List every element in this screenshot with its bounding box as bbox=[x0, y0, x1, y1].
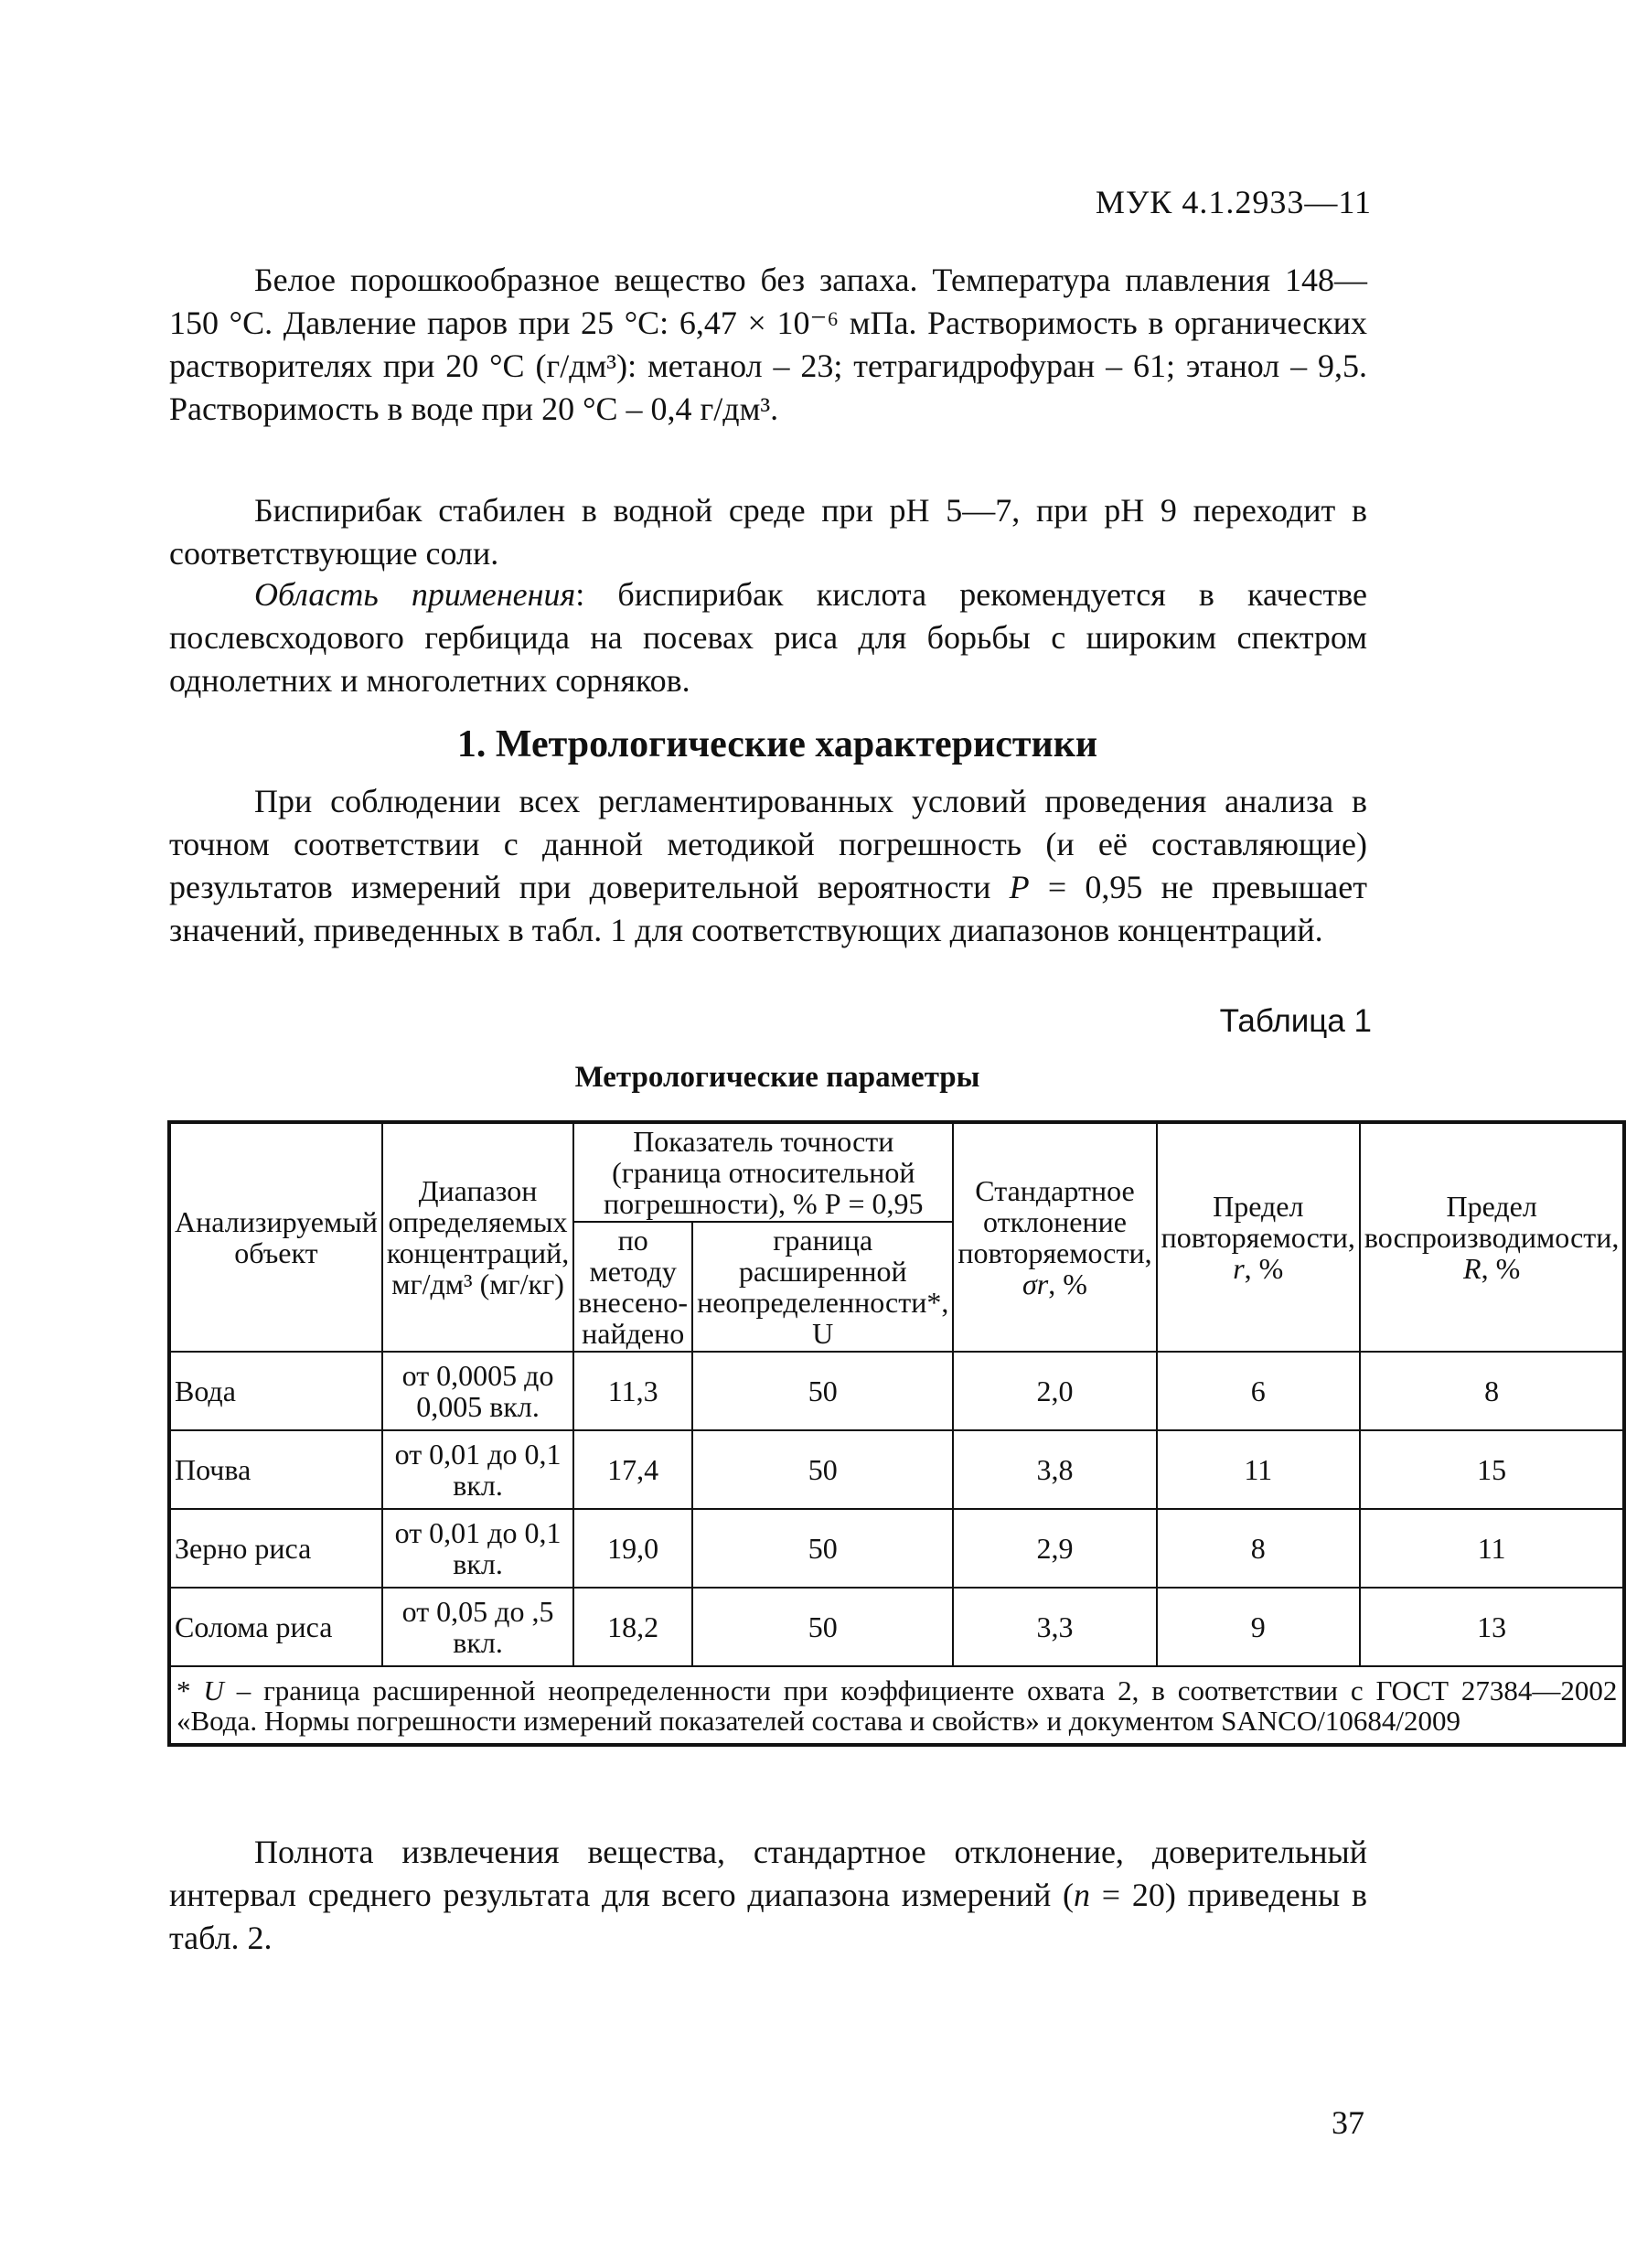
paragraph-recovery bbox=[169, 1831, 1367, 1960]
cell-method: 17,4 bbox=[573, 1430, 692, 1509]
table-footnote: * U – граница расширенной неопределенности при коэффициенте охвата 2, в соответствии с ГОСТ 27384—2002 «Вода. Нормы погрешности измерений показателей состава и свойств» и документом SANCO/10684/2009 bbox=[169, 1666, 1624, 1745]
cell-uncertainty: 50 bbox=[692, 1509, 953, 1588]
table-row bbox=[169, 1509, 1624, 1588]
header-method: по методу внесено-найдено bbox=[573, 1222, 692, 1352]
paragraph-text bbox=[169, 780, 1367, 952]
header-uncertainty: граница расширенной неопределенности*, U bbox=[692, 1222, 953, 1352]
cell-uncertainty: 50 bbox=[692, 1588, 953, 1666]
header-reproducibility: Предел воспроизводимости, R, % bbox=[1360, 1122, 1625, 1352]
cell-object: Вода bbox=[169, 1352, 382, 1430]
header-repeatability: Предел повторяемости, r, % bbox=[1157, 1122, 1360, 1352]
header-accuracy: Показатель точности (граница относительной погрешности), % Р = 0,95 bbox=[573, 1122, 953, 1222]
table-row bbox=[169, 1430, 1624, 1509]
paragraph-text bbox=[169, 1831, 1367, 1960]
table-caption: Метрологические параметры bbox=[574, 1061, 980, 1094]
cell-std: 2,0 bbox=[953, 1352, 1156, 1430]
cell-uncertainty: 50 bbox=[692, 1352, 953, 1430]
cell-range: от 0,0005 до 0,005 вкл. bbox=[382, 1352, 573, 1430]
metrology-table bbox=[167, 1120, 1626, 1747]
cell-object: Солома риса bbox=[169, 1588, 382, 1666]
paragraph-text: Белое порошкообразное вещество без запаха. Температура плавления 148—150 °С. Давление паров при 25 °С: 6,47 × 10⁻⁶ мПа. Растворимость в органических растворителях при 20 °С (г/дм³): метанол – 23; тетрагидрофуран – 61; этанол – 9,5. Растворимость в воде при 20 °С – 0,4 г/дм³. bbox=[169, 262, 1367, 427]
paragraph-part: = 0,95 не превышает значений, приведенных в табл. 1 для соответствующих диапазонов концентраций. bbox=[169, 869, 1368, 948]
variable-n: n bbox=[1074, 1877, 1091, 1913]
cell-r: 9 bbox=[1157, 1588, 1360, 1666]
table-row bbox=[169, 1352, 1624, 1430]
table-footnote-row bbox=[169, 1666, 1624, 1745]
cell-R: 15 bbox=[1360, 1430, 1625, 1509]
cell-r: 6 bbox=[1157, 1352, 1360, 1430]
paragraph-text: Биспирибак стабилен в водной среде при рН 5—7, при рН 9 переходит в соответствующие соли. bbox=[169, 492, 1367, 572]
paragraph-part: Полнота извлечения вещества, стандартное отклонение, доверительный интервал среднего результата для всего диапазона измерений ( bbox=[169, 1834, 1367, 1913]
cell-range: от 0,05 до ,5 вкл. bbox=[382, 1588, 573, 1666]
paragraph-text bbox=[169, 573, 1367, 702]
header-object: Анализируемый объект bbox=[169, 1122, 382, 1352]
cell-R: 8 bbox=[1360, 1352, 1625, 1430]
cell-object: Зерно риса bbox=[169, 1509, 382, 1588]
cell-method: 19,0 bbox=[573, 1509, 692, 1588]
cell-r: 11 bbox=[1157, 1430, 1360, 1509]
paragraph-part: = 20) приведены в табл. 2. bbox=[169, 1877, 1367, 1956]
cell-range: от 0,01 до 0,1 вкл. bbox=[382, 1430, 573, 1509]
paragraph-metrology bbox=[169, 780, 1367, 952]
header-std-dev: Стандартное отклонение повторяемости, σr, % bbox=[953, 1122, 1156, 1352]
paragraph-lead: Область применения bbox=[254, 576, 576, 613]
table-row bbox=[169, 1588, 1624, 1666]
cell-std: 3,3 bbox=[953, 1588, 1156, 1666]
cell-std: 2,9 bbox=[953, 1509, 1156, 1588]
section-title: 1. Метрологические характеристики bbox=[456, 723, 1098, 765]
cell-R: 11 bbox=[1360, 1509, 1625, 1588]
cell-range: от 0,01 до 0,1 вкл. bbox=[382, 1509, 573, 1588]
cell-r: 8 bbox=[1157, 1509, 1360, 1588]
document-id: МУК 4.1.2933—11 bbox=[1095, 184, 1372, 220]
table-header-row bbox=[169, 1122, 1624, 1222]
table-label: Таблица 1 bbox=[1219, 1003, 1372, 1039]
paragraph-properties bbox=[169, 259, 1367, 431]
variable-p: Р bbox=[1009, 869, 1030, 905]
paragraph-stability bbox=[169, 489, 1367, 575]
paragraph-part: При соблюдении всех регламентированных условий проведения анализа в точном соответствии с данной методикой погрешность (и её составляющие) результатов измерений при доверительной вероятности bbox=[169, 783, 1367, 905]
cell-method: 18,2 bbox=[573, 1588, 692, 1666]
paragraph-application bbox=[169, 573, 1367, 702]
paragraph-body: : биспирибак кислота рекомендуется в качестве послевсходового гербицида на посевах риса для борьбы с широким спектром однолетних и многолетних сорняков. bbox=[169, 576, 1367, 699]
cell-object: Почва bbox=[169, 1430, 382, 1509]
cell-method: 11,3 bbox=[573, 1352, 692, 1430]
cell-std: 3,8 bbox=[953, 1430, 1156, 1509]
cell-R: 13 bbox=[1360, 1588, 1625, 1666]
page-number: 37 bbox=[1332, 2104, 1364, 2141]
header-range: Диапазон определяемых концентраций, мг/дм³ (мг/кг) bbox=[382, 1122, 573, 1352]
cell-uncertainty: 50 bbox=[692, 1430, 953, 1509]
